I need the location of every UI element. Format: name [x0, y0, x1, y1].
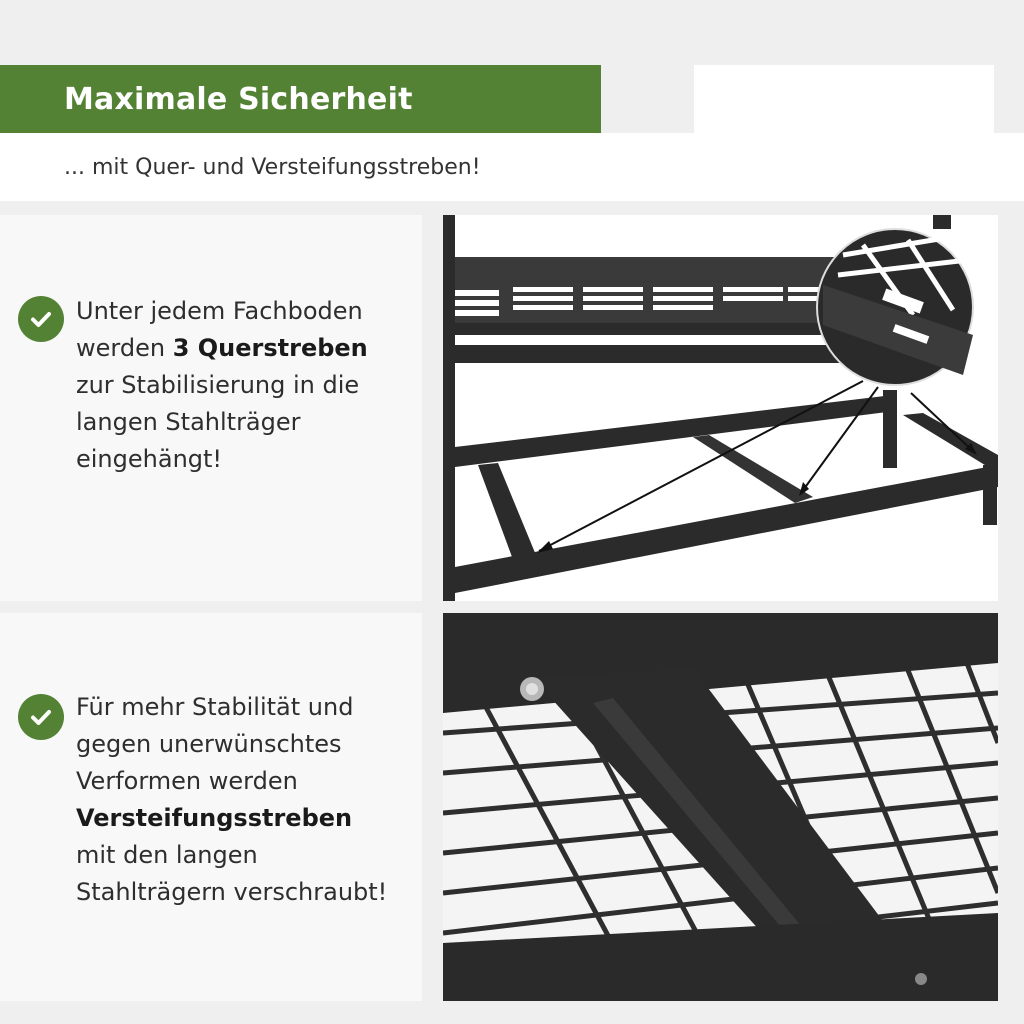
- subtitle-banner: [0, 133, 1024, 201]
- section1-line: [76, 330, 416, 367]
- section1-text-panel: [0, 215, 422, 601]
- stiffener-strut-image: [443, 613, 998, 1001]
- section2-line: Verformen werden: [76, 767, 298, 795]
- section2-text-panel: [0, 613, 422, 1001]
- section1-line: zur Stabilisierung in die: [76, 371, 360, 399]
- page-title: Maximale Sicherheit: [64, 81, 413, 117]
- section2-line: gegen unerwünschtes: [76, 730, 342, 758]
- check-circle-icon: [18, 694, 64, 740]
- header-banner: [0, 65, 601, 133]
- section2-bold-text: Versteifungsstreben: [76, 804, 353, 832]
- section1-line: Unter jedem Fachboden: [76, 297, 363, 325]
- section1-text: werden: [76, 334, 173, 362]
- section2-line: Für mehr Stabilität und: [76, 693, 354, 721]
- section1-line: langen Stahlträger: [76, 408, 301, 436]
- section2-description: [76, 689, 416, 911]
- page-subtitle: ... mit Quer- und Versteifungsstreben!: [64, 154, 481, 180]
- header-blank-box: [694, 65, 994, 135]
- section1-description: [76, 293, 416, 478]
- section1-line: eingehängt!: [76, 445, 223, 473]
- section2-line: [76, 800, 416, 837]
- section2-line: Stahlträgern verschraubt!: [76, 878, 388, 906]
- section1-bold-text: 3 Querstreben: [172, 334, 368, 362]
- shelf-crossbars-image: [443, 215, 998, 601]
- section2-line: mit den langen: [76, 841, 258, 869]
- check-circle-icon: [18, 296, 64, 342]
